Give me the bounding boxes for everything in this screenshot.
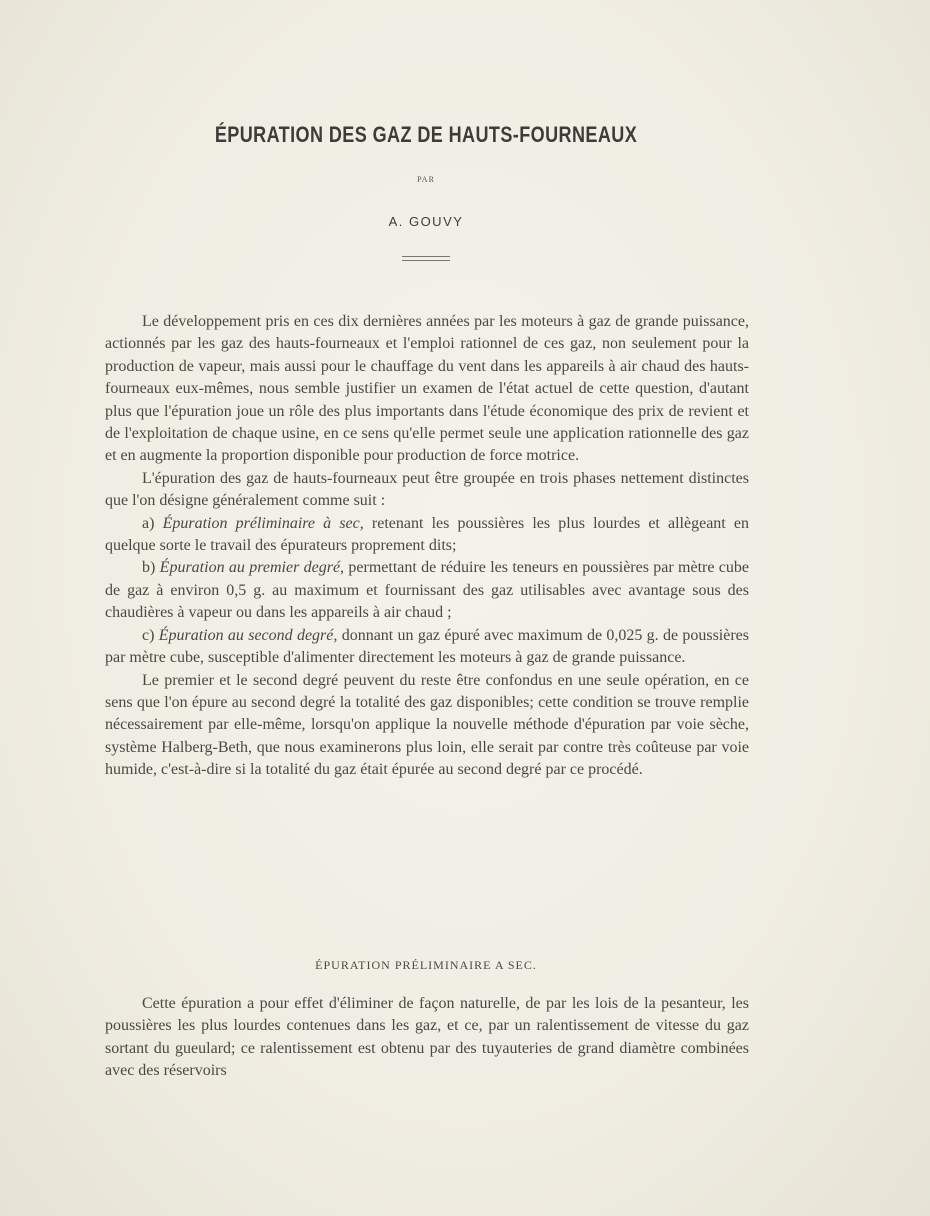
intro-body xyxy=(105,311,749,782)
list-item-b xyxy=(105,557,749,624)
paragraph: Le développement pris en ces dix dernières années par les moteurs à gaz de grande puissance, actionnés par les gaz des hauts-fourneaux et l'emploi rationnel de ces gaz, non seulement pour la production de vapeur, mais aussi pour le chauffage du vent dans les appareils à air chaud des hauts-fourneaux eux-mêmes, nous semble justifier un examen de l'état actuel de cette question, d'autant plus que l'épuration joue un rôle des plus importants dans l'étude économique des prix de revient et de l'exploitation de chaque usine, en ce sens qu'elle permet seule une application rationnelle des gaz et en augmente la proportion disponible pour production de force motrice. xyxy=(105,313,749,465)
paragraph: Le premier et le second degré peuvent du reste être confondus en une seule opération, en ce sens que l'on épure au second degré la totalité des gaz disponibles; cette condition se trouve remplie nécessairement par elle-même, lorsqu'on applique la nouvelle méthode d'épuration par voie sèche, système Halberg-Beth, que nous examinerons plus loin, elle serait par contre très coûteuse par voie humide, c'est-à-dire si la totalité du gaz était épurée au second degré par ce procédé. xyxy=(105,671,749,779)
list-item-a xyxy=(105,513,749,558)
article-title: ÉPURATION DES GAZ DE HAUTS-FOURNEAUX xyxy=(214,122,638,147)
section-body xyxy=(105,993,749,1083)
list-item-text: permettant de réduire les teneurs en poussières par mètre cube de gaz à environ 0,5 g. au maximum et fournissant des gaz utilisables avec avantage sous des chaudières à vapeur ou dans les appareils à air chaud ; xyxy=(105,559,750,622)
list-item-title: Épuration préliminaire à sec, xyxy=(162,514,364,532)
paragraph: L'épuration des gaz de hauts-fourneaux peut être groupée en trois phases nettement distinctes que l'on désigne généralement comme suit : xyxy=(105,469,749,510)
list-marker: b) xyxy=(142,559,160,577)
list-item-title: Épuration au second degré, xyxy=(158,626,338,644)
paragraph: Cette épuration a pour effet d'éliminer de façon naturelle, de par les lois de la pesanteur, les poussières les plus lourdes contenues dans les gaz, et ce, par un ralentissement de vitesse du gaz sortant du gueulard; ce ralentissement est obtenu par des tuyauteries de grand diamètre combinées avec des réservoirs xyxy=(105,995,749,1080)
list-item-text: retenant les poussières les plus lourdes et allègeant en quelque sorte le travail des épurateurs proprement dits; xyxy=(105,514,750,555)
list-item-c xyxy=(105,625,749,670)
list-marker: a) xyxy=(142,514,163,532)
title-divider xyxy=(402,256,450,261)
list-marker: c) xyxy=(142,626,159,644)
section-heading: ÉPURATION PRÉLIMINAIRE A SEC. xyxy=(315,958,537,972)
author-name: A. GOUVY xyxy=(388,214,464,229)
list-item-text: donnant un gaz épuré avec maximum de 0,025 g. de poussières par mètre cube, susceptible d'alimenter directement les moteurs à gaz de grande puissance. xyxy=(105,626,750,667)
list-item-title: Épuration au premier degré, xyxy=(159,559,345,577)
byline-par: PAR xyxy=(417,175,435,184)
